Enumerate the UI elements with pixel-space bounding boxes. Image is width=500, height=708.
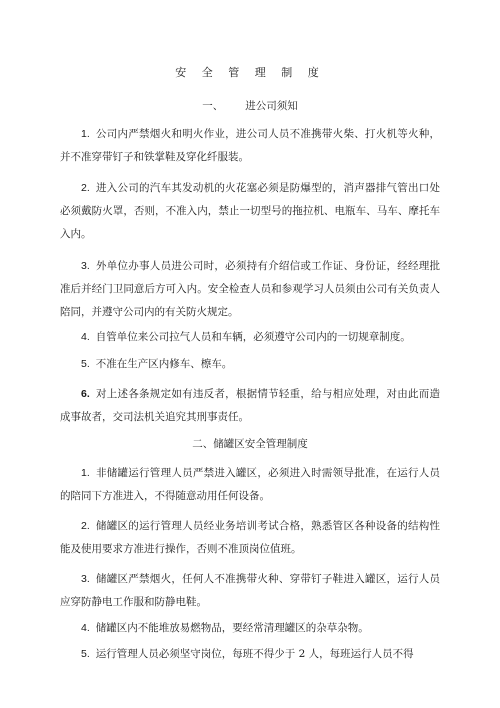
s2-item-4-text: 储罐区内不能堆放易燃物品，要经常清理罐区的杂草杂物。 <box>95 622 369 634</box>
section-1-number: 一、 <box>202 100 224 112</box>
s2-item-1-text: 非储罐运行管理人员严禁进入罐区，必须进入时需领导批准，在运行人员的陪同下方准进入，不得随意动用任何设备。 <box>60 467 440 502</box>
s2-item-3-number: 3. <box>81 573 90 585</box>
s2-item-1 <box>60 462 440 508</box>
s2-item-5-number: 5. <box>81 648 90 660</box>
section-1-title: 进公司须知 <box>245 100 298 112</box>
section-1-heading <box>0 98 500 113</box>
s2-item-3-text: 储罐区严禁烟火，任何人不准携带火种、穿带钉子鞋进入罐区，运行人员应穿防静电工作服和防静电鞋。 <box>60 573 440 608</box>
s1-item-5-number: 5. <box>81 358 90 370</box>
s2-item-2 <box>60 515 440 561</box>
s1-item-5-text: 不准在生产区内修车、檫车。 <box>95 358 233 370</box>
s1-item-3 <box>60 255 440 324</box>
s1-item-5 <box>60 353 440 376</box>
s1-item-1 <box>60 123 440 169</box>
s1-item-1-text: 公司内严禁烟火和明火作业，进公司人员不准携带火柴、打火机等火种，并不准穿带钉子和铁掌鞋及穿化纤服装。 <box>60 128 440 163</box>
s2-item-1-number: 1. <box>81 467 90 479</box>
s1-item-6 <box>60 383 440 429</box>
s2-item-4-number: 4. <box>81 622 90 634</box>
s1-item-6-number: 6. <box>81 388 90 400</box>
s1-item-4 <box>60 326 440 349</box>
s1-item-3-text: 外单位办事人员进公司时，必须持有介绍信或工作证、身份证，经经理批准后并经门卫同意后方可入内。安全检查人员和参观学习人员须由公司有关负责人陪同，并遵守公司内的有关防火规定。 <box>60 260 440 318</box>
s2-item-5 <box>60 643 440 666</box>
s2-item-2-text: 储罐区的运行管理人员经业务培训考试合格，熟悉管区各种设备的结构性能及使用要求方准进行操作，否则不准顶岗位值班。 <box>60 520 440 555</box>
s2-item-3 <box>60 568 440 614</box>
s1-item-4-number: 4. <box>81 331 90 343</box>
s1-item-6-text: 对上述各条规定如有违反者，根据情节轻重，给与相应处理，对由此而造成事故者，交司法机关追究其刑事责任。 <box>60 388 440 423</box>
s2-item-5-text: 运行管理人员必须坚守岗位，每班不得少于 2 人，每班运行人员不得 <box>95 648 414 660</box>
s1-item-1-number: 1. <box>81 128 90 140</box>
s2-item-2-number: 2. <box>81 520 90 532</box>
s1-item-4-text: 自管单位来公司拉气人员和车辆，必须遵守公司内的一切规章制度。 <box>95 331 411 343</box>
s1-item-3-number: 3. <box>81 260 90 272</box>
section-2-heading: 二、储罐区安全管理制度 <box>192 438 308 450</box>
s1-item-2 <box>60 177 440 246</box>
s1-item-2-number: 2. <box>81 182 90 194</box>
page-title: 安 全 管 理 制 度 <box>175 66 325 79</box>
s2-item-4 <box>60 617 440 640</box>
s1-item-2-text: 进入公司的汽车其发动机的火花塞必须是防爆型的，消声器排气管出口处必须戴防火罩，否则，不准入内，禁止一切型号的拖拉机、电瓶车、马车、摩托车入内。 <box>60 182 440 240</box>
